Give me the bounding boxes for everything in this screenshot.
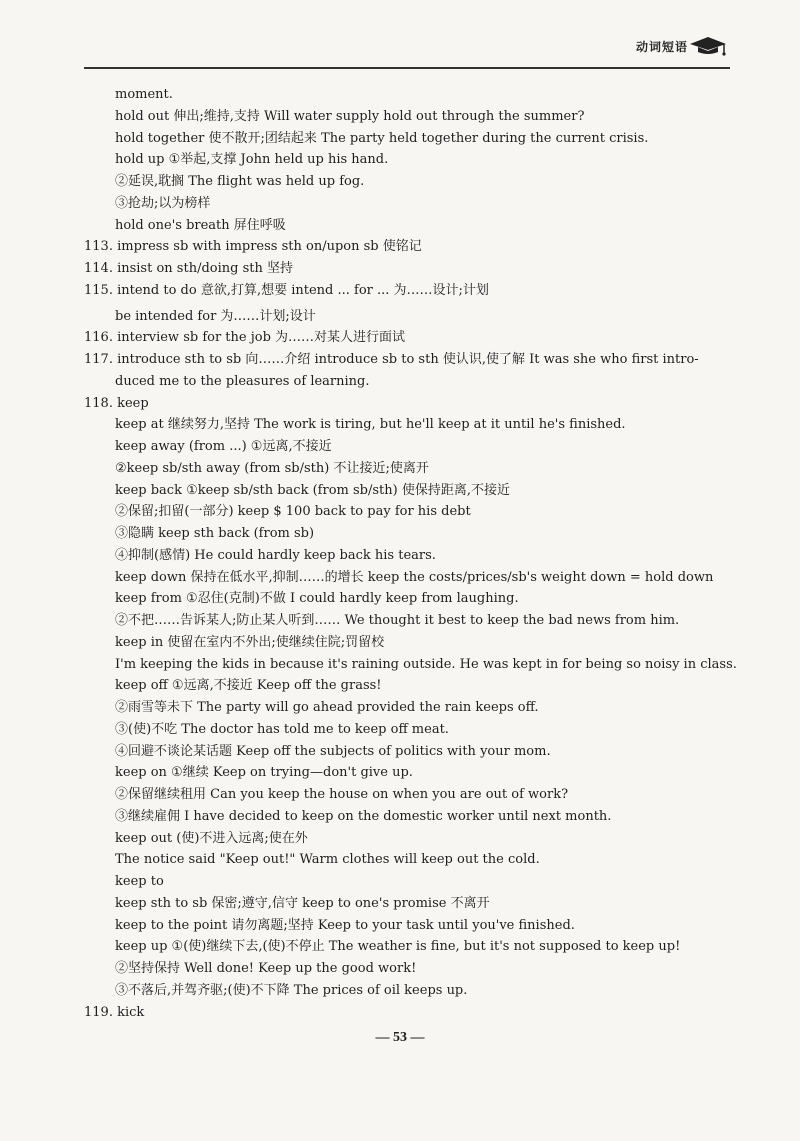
text-line: hold together 使不散开;团结起来 The party held together during the current crisis. <box>115 130 649 146</box>
text-line: ③不落后,并驾齐驱;(使)不下降 The prices of oil keeps up. <box>115 982 468 998</box>
section-title: 动词短语 <box>635 40 688 54</box>
text-line: ③隐瞒 keep sth back (from sb) <box>115 526 315 541</box>
entry-heading: 115. intend to do 意欲,打算,想要 intend ... for ... 为……设计;计划 <box>84 282 489 298</box>
text-line: hold out 伸出;维持,支持 Will water supply hold out through the summer? <box>115 108 585 124</box>
text-line: keep back ①keep sb/sth back (from sb/sth) 使保持距离,不接近 <box>115 482 510 498</box>
text-line: be intended for 为……计划;设计 <box>115 308 316 324</box>
text-line: hold one's breath 屏住呼吸 <box>115 217 286 233</box>
header-rule <box>84 67 730 69</box>
text-line: ③抢劫;以为榜样 <box>115 195 211 211</box>
text-line: keep sth to sb 保密;遵守,信守 keep to one's promise 不离开 <box>115 895 490 911</box>
text-line: ②保留;扣留(一部分) keep $ 100 back to pay for his debt <box>115 504 471 520</box>
text-line: ②保留继续租用 Can you keep the house on when you are out of work? <box>115 787 569 802</box>
text-line: keep out (使)不进入远离;使在外 <box>115 830 308 846</box>
text-line: keep at 继续努力,坚持 The work is tiring, but he'll keep at it until he's finished. <box>115 417 626 433</box>
text-line: keep on ①继续 Keep on trying—don't give up. <box>115 765 413 781</box>
text-line: ④抑制(感情) He could hardly keep back his tears. <box>115 547 436 563</box>
text-line: ④回避不谈论某话题 Keep off the subjects of politics with your mom. <box>115 743 551 759</box>
text-line: keep to the point 请勿离题;坚持 Keep to your task until you've finished. <box>115 917 575 933</box>
entry-heading: 117. introduce sth to sb 向……介绍 introduce sb to sth 使认识,使了解 It was she who first intro- <box>84 352 699 367</box>
entry-heading: 113. impress sb with impress sth on/upon sb 使铭记 <box>84 239 422 255</box>
text-line: ②延误,耽搁 The flight was held up fog. <box>115 174 365 189</box>
text-line: moment. <box>115 87 173 102</box>
entry-heading: 119. kick <box>84 1004 145 1020</box>
text-line: keep from ①忍住(克制)不做 I could hardly keep from laughing. <box>115 591 519 607</box>
text-line: I'm keeping the kids in because it's raining outside. He was kept in for being so noisy in class. <box>115 656 737 672</box>
text-line: ②keep sb/sth away (from sb/sth) 不让接近;使离开 <box>115 460 429 476</box>
text-line: keep to <box>115 874 164 889</box>
text-line: keep away (from ...) ①远离,不接近 <box>115 439 332 454</box>
text-line: ②坚持保持 Well done! Keep up the good work! <box>115 961 417 976</box>
text-line: ③(使)不吃 The doctor has told me to keep off meat. <box>115 721 449 737</box>
entry-heading: 116. interview sb for the job 为……对某人进行面试 <box>84 330 406 346</box>
text-line: keep in 使留在室内不外出;使继续住院;罚留校 <box>115 634 385 650</box>
entry-heading: 114. insist on sth/doing sth 坚持 <box>84 261 293 276</box>
text-line: hold up ①举起,支撑 John held up his hand. <box>115 152 389 168</box>
text-line: keep down 保持在低水平,抑制……的增长 keep the costs/prices/sb's weight down = hold down <box>115 569 714 585</box>
page-header <box>84 30 730 70</box>
text-line: duced me to the pleasures of learning. <box>115 373 370 389</box>
text-line: ②不把……告诉某人;防止某人听到…… We thought it best to keep the bad news from him. <box>115 613 680 628</box>
document-body <box>0 84 800 1023</box>
entry-heading: 118. keep <box>84 395 149 411</box>
graduation-cap-icon <box>688 34 728 56</box>
text-line: The notice said "Keep out!" Warm clothes will keep out the cold. <box>115 852 540 868</box>
page-number: — 53 — <box>375 1030 425 1045</box>
text-line: ③继续雇佣 I have decided to keep on the domestic worker until next month. <box>115 808 612 824</box>
text-line: keep up ①(使)继续下去,(使)不停止 The weather is fine, but it's not supposed to keep up! <box>115 939 681 955</box>
text-line: keep off ①远离,不接近 Keep off the grass! <box>115 678 382 694</box>
text-line: ②雨雪等未下 The party will go ahead provided the rain keeps off. <box>115 700 539 715</box>
